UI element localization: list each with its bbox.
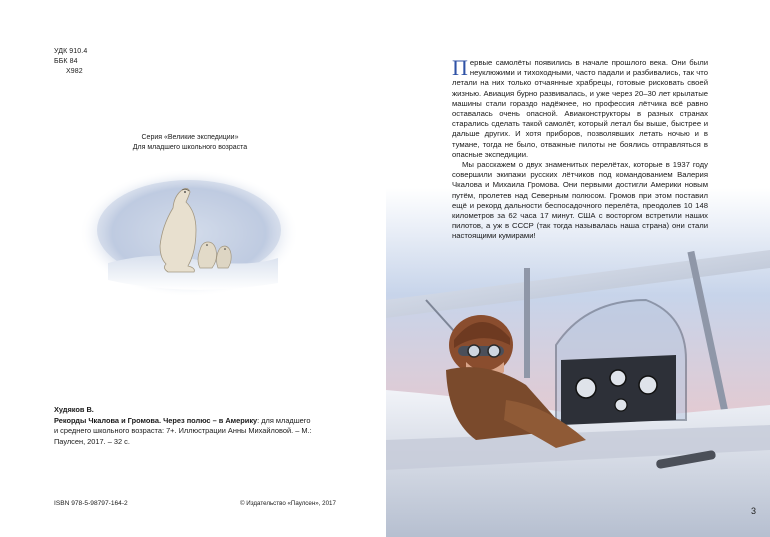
bbk-code: ББК 84 xyxy=(54,58,78,65)
page-number: 3 xyxy=(750,506,756,516)
drop-cap: П xyxy=(452,55,468,80)
paragraph-1-text: ервые самолёты появились в начале прошлого века. Они были неуклюжими и тихоходными, часто падали и разбивались, так что летали на них только отчаянные храбрецы, готовые рисковать своей жизнью. Авиация бурно развивалась, и уже через 20–30 лет крылатые машины стали гораздо надёжнее, но профессия лётчика всё равно оставалась очень опасной. Авиаконструкторы в разных странах старались сделать такой самолёт, который летал бы выше, быстрее и дальше других. И хотя приборов, позволявших летать ночью и в тумане, тогда не было, отважные пилоты не боялись отправляться в опасные экспедиции. xyxy=(452,58,708,159)
series-name: Серия «Великие экспедиции» xyxy=(141,134,239,141)
polar-bears-illustration xyxy=(78,168,300,298)
author-mark: Х982 xyxy=(66,68,83,75)
biblio-details: : для младшего и среднего школьного возраста: 7+. Иллюстрации Анны Михайловой. – М.: Паулсен, 2017. – 32 с. xyxy=(54,415,312,446)
biblio-author: Худяков В. xyxy=(54,405,94,414)
left-page xyxy=(0,0,384,537)
paragraph-1 xyxy=(452,55,708,160)
paragraph-2: Мы расскажем о двух знаменитых перелётах, которые в 1937 году совершили экипажи русских лётчиков под командованием Валерия Чкалова и Михаила Громова. Они первыми достигли Америки новым путём, пролетев над Северным полюсом. Громов при этом поставил ещё и рекорд дальности беспосадочного перелёта, преодолев 10 148 километров за 62 часа 17 минут. США с восторгом встретили наших пилотов, а уж в СССР (так тогда называлась наша страна) они стали настоящими кумирами! xyxy=(452,160,708,241)
biblio-title: Рекорды Чкалова и Громова. Через полюс – в Америку xyxy=(54,415,258,425)
bibliographic-record xyxy=(54,405,312,447)
copyright: © Издательство «Паулсен», 2017 xyxy=(240,500,336,507)
intro-text xyxy=(452,55,708,242)
isbn: ISBN 978-5-98797-164-2 xyxy=(54,500,128,507)
classification-codes xyxy=(54,47,87,77)
series-info xyxy=(100,133,280,153)
right-page xyxy=(386,0,770,537)
audience-note: Для младшего школьного возраста xyxy=(132,144,248,151)
udk-code: УДК 910.4 xyxy=(54,48,88,55)
